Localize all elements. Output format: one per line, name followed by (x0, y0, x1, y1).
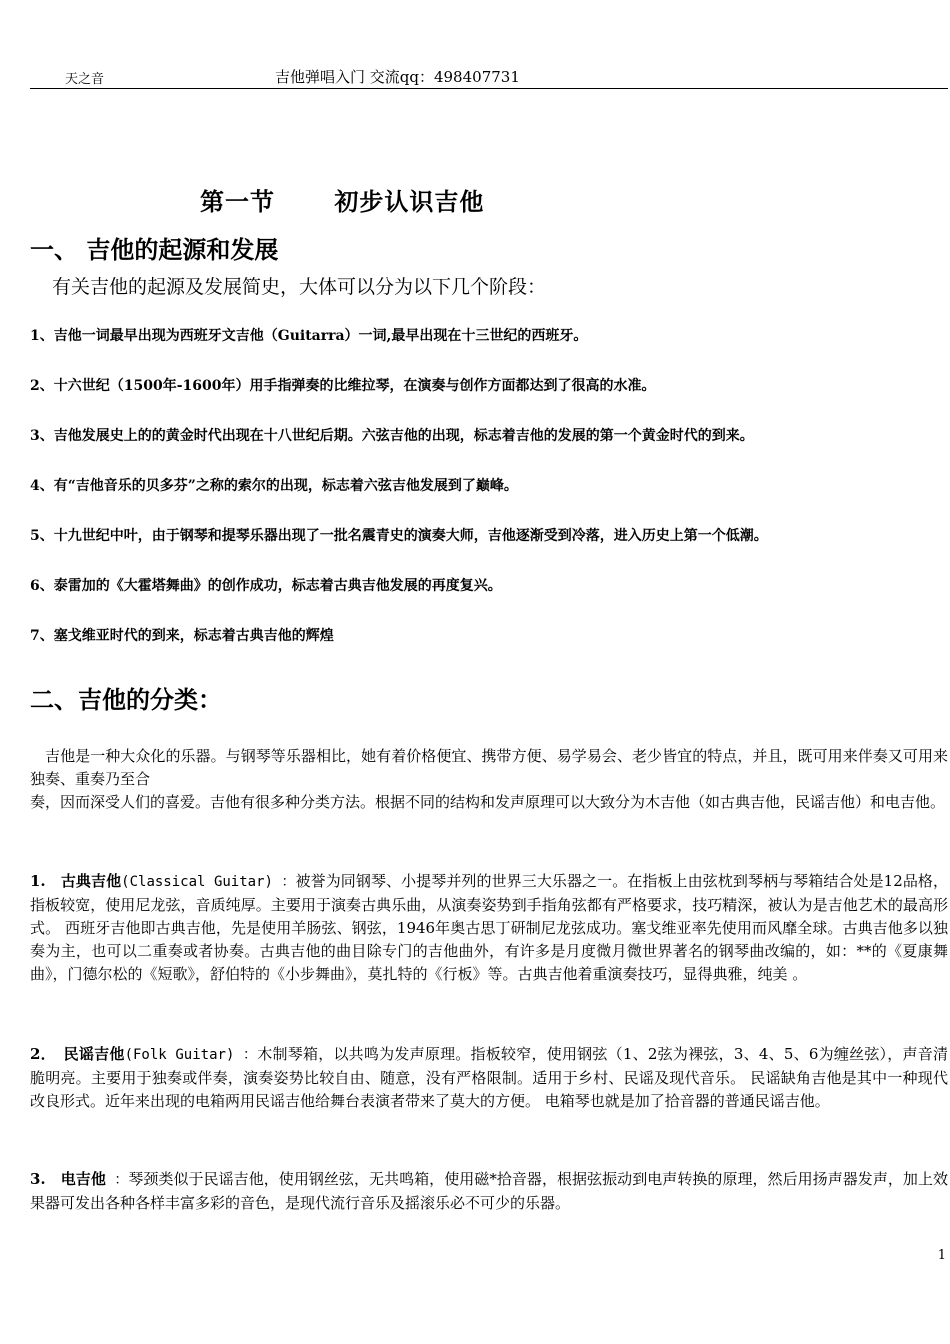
heading-classification: 二、吉他的分类： (30, 685, 222, 714)
type-classical (30, 870, 948, 986)
list-item: 1、吉他一词最早出现为西班牙文吉他（Guitarra）一词,最早出现在十三世纪的西班牙。 (30, 328, 588, 344)
header-right-text: 吉他弹唱入门 交流qq：498407731 (275, 68, 520, 86)
type-description: 被誉为同钢琴、小提琴并列的世界三大乐器之一。在指板上由弦枕到琴柄与琴箱结合处是12品格，指板较宽，使用尼龙弦，音质纯厚。主要用于演奏古典乐曲，从演奏姿势到手指角弦都有严格要求，技巧精深，被认为是吉他艺术的最高形式。 西班牙吉他即古典吉他，先是使用羊肠弦、钢弦，1946年奥古思丁研制尼龙弦成功。塞戈维亚率先使用而风靡全球。古典吉他多以独奏为主，也可以二重奏或者协奏。古典吉他的曲目除专门的吉他曲外，有许多是月度微月微世界著名的钢琴曲改编的，如：**的《夏康舞曲》，门德尔松的《短歌》，舒伯特的《小步舞曲》，莫扎特的《行板》等。古典吉他着重演奏技巧，显得典雅，纯美 。 (30, 872, 948, 983)
page-number: 1 (937, 1248, 946, 1263)
section-title: 第一节 初步认识吉他 (200, 187, 485, 216)
type-english-name: (Folk Guitar) ： (124, 1047, 258, 1063)
header-left-text: 天之音 (65, 72, 105, 87)
type-number: 3. (30, 1170, 61, 1188)
intro-line-2: 奏，因而深受人们的喜爱。吉他有很多种分类方法。根据不同的结构和发声原理可以大致分为木吉他（如古典吉他，民谣吉他）和电吉他。 (30, 793, 946, 811)
type-number: 1. (30, 872, 61, 890)
type-description: 木制琴箱，以共鸣为发声原理。指板较窄，使用钢弦（1、2弦为裸弦，3、4、5、6为缠丝弦），声音清脆明亮。主要用于独奏或伴奏，演奏姿势比较自由、随意，没有严格限制。适用于乡村、民谣及现代音乐。 民谣缺角吉他是其中一种现代改良形式。近年来出现的电箱两用民谣吉他给舞台表演者带来了莫大的方便。 电箱琴也就是加了拾音器的普通民谣吉他。 (30, 1045, 948, 1110)
type-name: 民谣吉他 (63, 1045, 125, 1063)
type-folk (30, 1043, 948, 1113)
list-item: 7、塞戈维亚时代的到来，标志着古典吉他的辉煌 (30, 628, 334, 644)
list-item: 3、吉他发展史上的的黄金时代出现在十八世纪后期。六弦吉他的出现，标志着吉他的发展的第一个黄金时代的到来。 (30, 428, 754, 444)
type-description: 琴颈类似于民谣吉他，使用钢丝弦，无共鸣箱，使用磁*拾音器，根据弦振动到电声转换的原理，然后用扬声器发声，加上效果器可发出各种各样丰富多彩的音色，是现代流行音乐及摇滚乐必不可少的乐器。 (30, 1170, 948, 1212)
type-electric (30, 1168, 948, 1215)
classification-intro (30, 745, 948, 814)
type-name: 古典吉他 (60, 872, 122, 890)
type-number: 2． (30, 1045, 64, 1063)
heading-origin: 一、 吉他的起源和发展 (30, 235, 279, 264)
list-item: 2、十六世纪（1500年-1600年）用手指弹奏的比维拉琴，在演奏与创作方面都达到了很高的水准。 (30, 378, 656, 394)
list-item: 6、泰雷加的《大霍塔舞曲》的创作成功，标志着古典吉他发展的再度复兴。 (30, 578, 502, 594)
type-english-name: ： (105, 1172, 129, 1188)
list-item: 5、十九世纪中叶，由于钢琴和提琴乐器出现了一批名震青史的演奏大师，吉他逐渐受到冷落，进入历史上第一个低潮。 (30, 528, 768, 544)
list-item: 4、有“吉他音乐的贝多芬”之称的索尔的出现，标志着六弦吉他发展到了巅峰。 (30, 478, 518, 494)
page-header (30, 66, 948, 89)
intro-line-1: 吉他是一种大众化的乐器。与钢琴等乐器相比，她有着价格便宜、携带方便、易学易会、老少皆宜的特点，并且，既可用来伴奏又可用来独奏、重奏乃至合 (30, 747, 948, 788)
type-name: 电吉他 (60, 1170, 106, 1188)
origin-intro: 有关吉他的起源及发展简史，大体可以分为以下几个阶段： (52, 276, 547, 298)
type-english-name: (Classical Guitar) ： (121, 874, 296, 890)
